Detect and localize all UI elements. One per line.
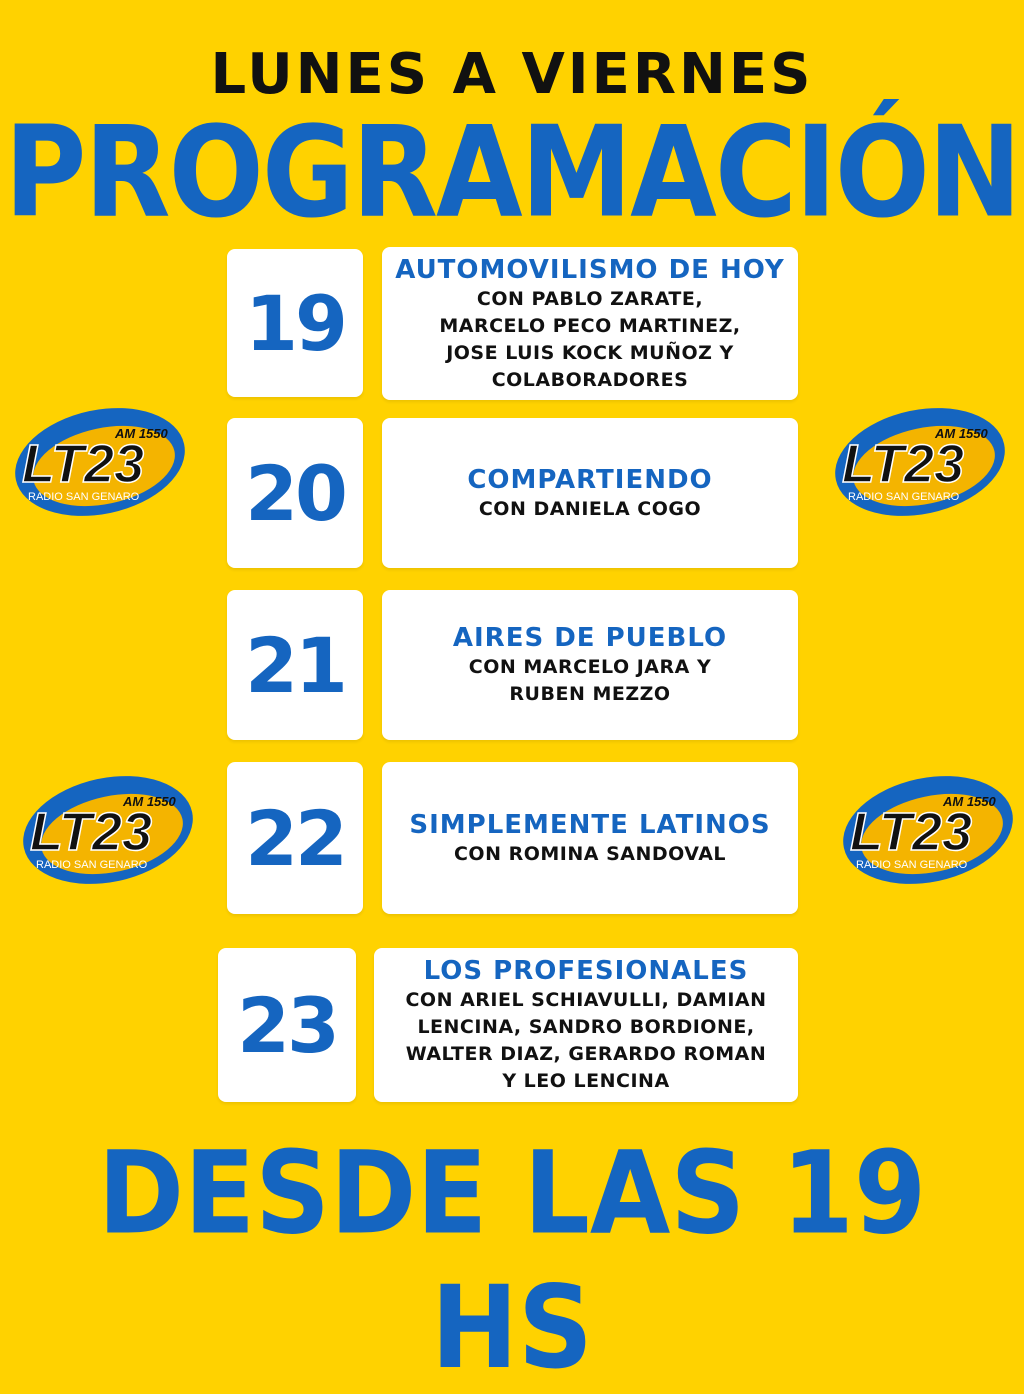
program-title: SIMPLEMENTE LATINOS — [409, 809, 771, 840]
hour-label: 20 — [245, 448, 345, 538]
program-card-compartiendo — [382, 418, 798, 568]
program-title: LOS PROFESIONALES — [423, 956, 749, 986]
logo-band: AM 1550 — [123, 794, 176, 809]
hour-card-22 — [227, 762, 363, 914]
lt23-radio-logo-icon — [830, 400, 1010, 520]
logo-band: AM 1550 — [115, 426, 168, 441]
logo-band: AM 1550 — [935, 426, 988, 441]
lt23-radio-logo-icon — [838, 768, 1018, 888]
logo-station: RADIO SAN GENARO — [848, 491, 960, 503]
logo-station: RADIO SAN GENARO — [856, 859, 968, 871]
hour-label: 23 — [237, 980, 337, 1070]
program-hosts: CON ROMINA SANDOVAL — [453, 842, 727, 865]
lt23-radio-logo-icon — [18, 768, 198, 888]
program-title: COMPARTIENDO — [467, 464, 713, 495]
logo-band: AM 1550 — [943, 794, 996, 809]
program-hosts: CON PABLO ZARATE, MARCELO PECO MARTINEZ, JOSE LUIS KOCK MUÑOZ Y COLABORADORES — [439, 287, 741, 391]
logo-name: LT23 — [842, 434, 965, 494]
logo-name: LT23 — [30, 802, 153, 862]
hour-card-21 — [227, 590, 363, 740]
schedule-days: LUNES A VIERNES — [210, 42, 814, 107]
program-card-aires-de-pueblo — [382, 590, 798, 740]
program-card-automovilismo — [382, 247, 798, 400]
program-hosts: CON DANIELA COGO — [478, 497, 702, 520]
hour-label: 19 — [245, 278, 345, 368]
logo-station: RADIO SAN GENARO — [28, 491, 140, 503]
program-title: AIRES DE PUEBLO — [452, 623, 728, 653]
lt23-radio-logo-icon — [10, 400, 190, 520]
program-card-simplemente-latinos — [382, 762, 798, 914]
program-title: AUTOMOVILISMO DE HOY — [395, 254, 785, 285]
hour-card-20 — [227, 418, 363, 568]
program-hosts: CON MARCELO JARA Y RUBEN MEZZO — [468, 656, 712, 705]
logo-name: LT23 — [850, 802, 973, 862]
hour-label: 22 — [245, 793, 345, 883]
program-card-los-profesionales — [374, 948, 798, 1102]
page-title: PROGRAMACIÓN — [4, 100, 1020, 246]
logo-station: RADIO SAN GENARO — [36, 859, 148, 871]
hour-card-19 — [227, 249, 363, 397]
start-time-banner: DESDE LAS 19 HS — [97, 1126, 927, 1394]
hour-label: 21 — [245, 620, 345, 710]
logo-name: LT23 — [22, 434, 145, 494]
hour-card-23 — [218, 948, 356, 1102]
program-hosts: CON ARIEL SCHIAVULLI, DAMIAN LENCINA, SANDRO BORDIONE, WALTER DIAZ, GERARDO ROMAN Y LEO LENCINA — [405, 989, 767, 1092]
